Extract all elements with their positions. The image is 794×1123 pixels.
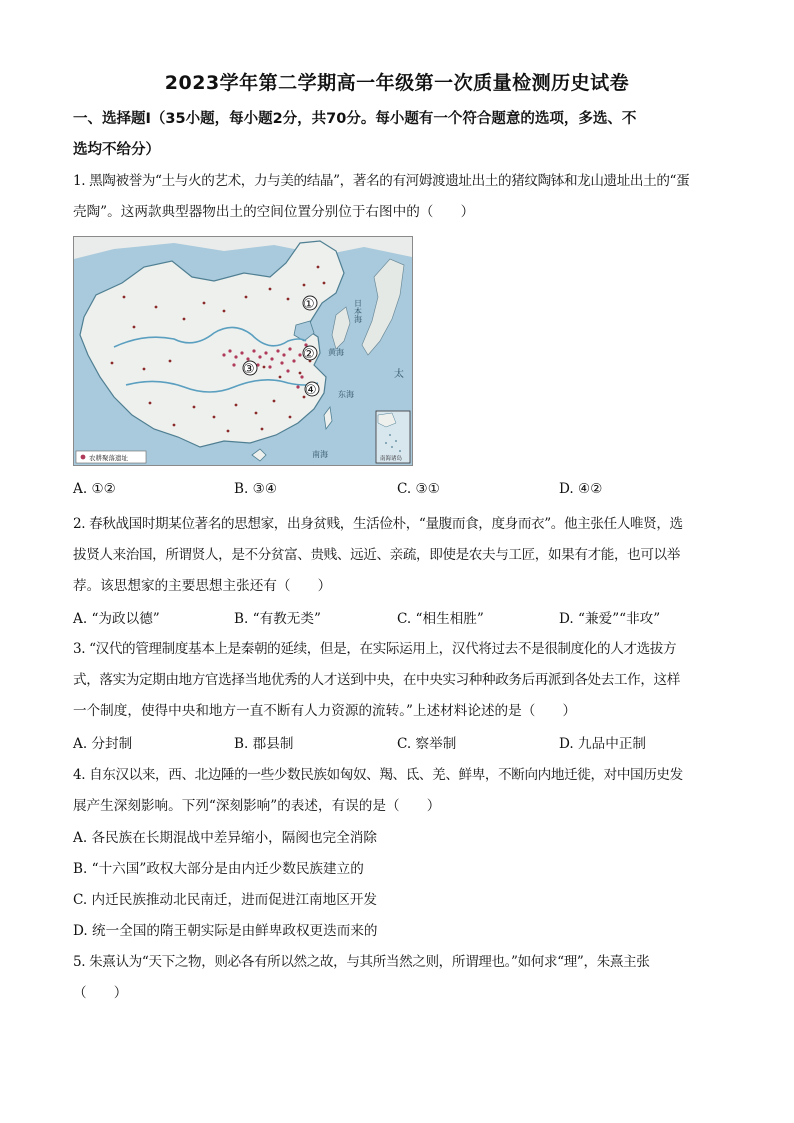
question-4 <box>73 760 723 822</box>
map-label-south-sea: 南海 <box>312 450 328 459</box>
map-legend-text: 农耕聚落遗址 <box>89 454 128 462</box>
q2-option-d[interactable]: D. “兼爱”“非攻” <box>559 611 661 627</box>
map-label-east-sea: 东海 <box>338 390 354 399</box>
question-1 <box>73 166 723 228</box>
q1-option-c[interactable]: C. ③① <box>397 481 440 497</box>
section-heading-line1: 一、选择题Ⅰ（35小题，每小题2分，共70分。每小题有一个符合题意的选项，多选、不 <box>73 111 637 127</box>
question-1-line1: 1. 黑陶被誉为“土与火的艺术，力与美的结晶”，著名的有河姆渡遗址出土的猪纹陶钵和龙山遗址出土的“蛋 <box>73 173 690 189</box>
question-5-line2: （ ） <box>73 985 128 1001</box>
q1-option-a[interactable]: A. ①② <box>73 481 116 497</box>
legend-symbol <box>81 455 86 460</box>
q1-option-b[interactable]: B. ③④ <box>234 481 278 497</box>
map-label-yellow-sea: 黄海 <box>328 348 344 357</box>
question-2-options <box>73 607 723 631</box>
question-4-line2: 展产生深刻影响。下列“深刻影响”的表述，有误的是（ ） <box>73 798 441 814</box>
question-3-line1: 3. “汉代的管理制度基本上是秦朝的延续，但是，在实际运用上，汉代将过去不是很制度化的人才选拔方 <box>73 641 677 657</box>
q2-option-a[interactable]: A. “为政以德” <box>73 611 160 627</box>
q4-option-a[interactable]: A. 各民族在长期混战中差异缩小，隔阂也完全消除 <box>73 830 377 846</box>
inset-label: 南海诸岛 <box>380 456 403 462</box>
q3-option-c[interactable]: C. 察举制 <box>397 736 457 752</box>
q3-option-d[interactable]: D. 九品中正制 <box>559 736 647 752</box>
map-marker-2: ② <box>303 347 315 362</box>
map-label-pacific: 太 <box>394 369 404 380</box>
q3-option-a[interactable]: A. 分封制 <box>73 736 133 752</box>
question-4-line1: 4. 自东汉以来，西、北边陲的一些少数民族如匈奴、羯、氐、羌、鲜卑，不断向内地迁徙，对中国历史发 <box>73 767 683 783</box>
q4-option-b[interactable]: B. “十六国”政权大部分是由内迁少数民族建立的 <box>73 861 364 877</box>
map-marker-3: ③ <box>243 362 255 377</box>
q3-option-b[interactable]: B. 郡县制 <box>234 736 294 752</box>
map-marker-1: ① <box>303 297 315 312</box>
question-2-line1: 2. 春秋战国时期某位著名的思想家，出身贫贱，生活俭朴，“量腹而食，度身而衣”。他主张任人唯贤，选 <box>73 516 683 532</box>
q2-option-b[interactable]: B. “有教无类” <box>234 611 321 627</box>
section-heading-line2: 选均不给分） <box>73 142 160 158</box>
china-map-svg <box>74 237 412 465</box>
question-1-options <box>73 481 723 505</box>
question-5-line1: 5. 朱熹认为“天下之物，则必各有所以然之故，与其所当然之则，所谓理也。”如何求“理”，朱熹主张 <box>73 954 650 970</box>
china-map-figure <box>73 236 413 466</box>
question-3-line3: 一个制度，使得中央和地方一直不断有人力资源的流转。”上述材料论述的是（ ） <box>73 703 577 719</box>
section-heading <box>73 104 723 166</box>
map-label-sea-of-japan: 日本海 <box>353 299 363 323</box>
question-1-line2: 壳陶”。这两款典型器物出土的空间位置分别位于右图中的（ ） <box>73 204 475 220</box>
question-3-line2: 式，落实为定期由地方官选择当地优秀的人才送到中央，在中央实习种种政务后再派到各处去工作，这样 <box>73 672 680 688</box>
question-2-line3: 荐。该思想家的主要思想主张还有（ ） <box>73 578 332 594</box>
question-3 <box>73 634 723 727</box>
question-2 <box>73 509 723 602</box>
question-2-line2: 拔贤人来治国，所谓贤人，是不分贫富、贵贱、远近、亲疏，即使是农夫与工匠，如果有才能，也可以举 <box>73 547 680 563</box>
q2-option-c[interactable]: C. “相生相胜” <box>397 611 484 627</box>
question-3-options <box>73 732 723 756</box>
q4-option-d[interactable]: D. 统一全国的隋王朝实际是由鲜卑政权更迭而来的 <box>73 923 378 939</box>
exam-title: 2023学年第二学期高一年级第一次质量检测历史试卷 <box>164 72 630 94</box>
q1-option-d[interactable]: D. ④② <box>559 481 603 497</box>
map-marker-4: ④ <box>305 383 317 398</box>
q4-option-c[interactable]: C. 内迁民族推动北民南迁，进而促进江南地区开发 <box>73 892 378 908</box>
question-5 <box>73 947 723 1009</box>
